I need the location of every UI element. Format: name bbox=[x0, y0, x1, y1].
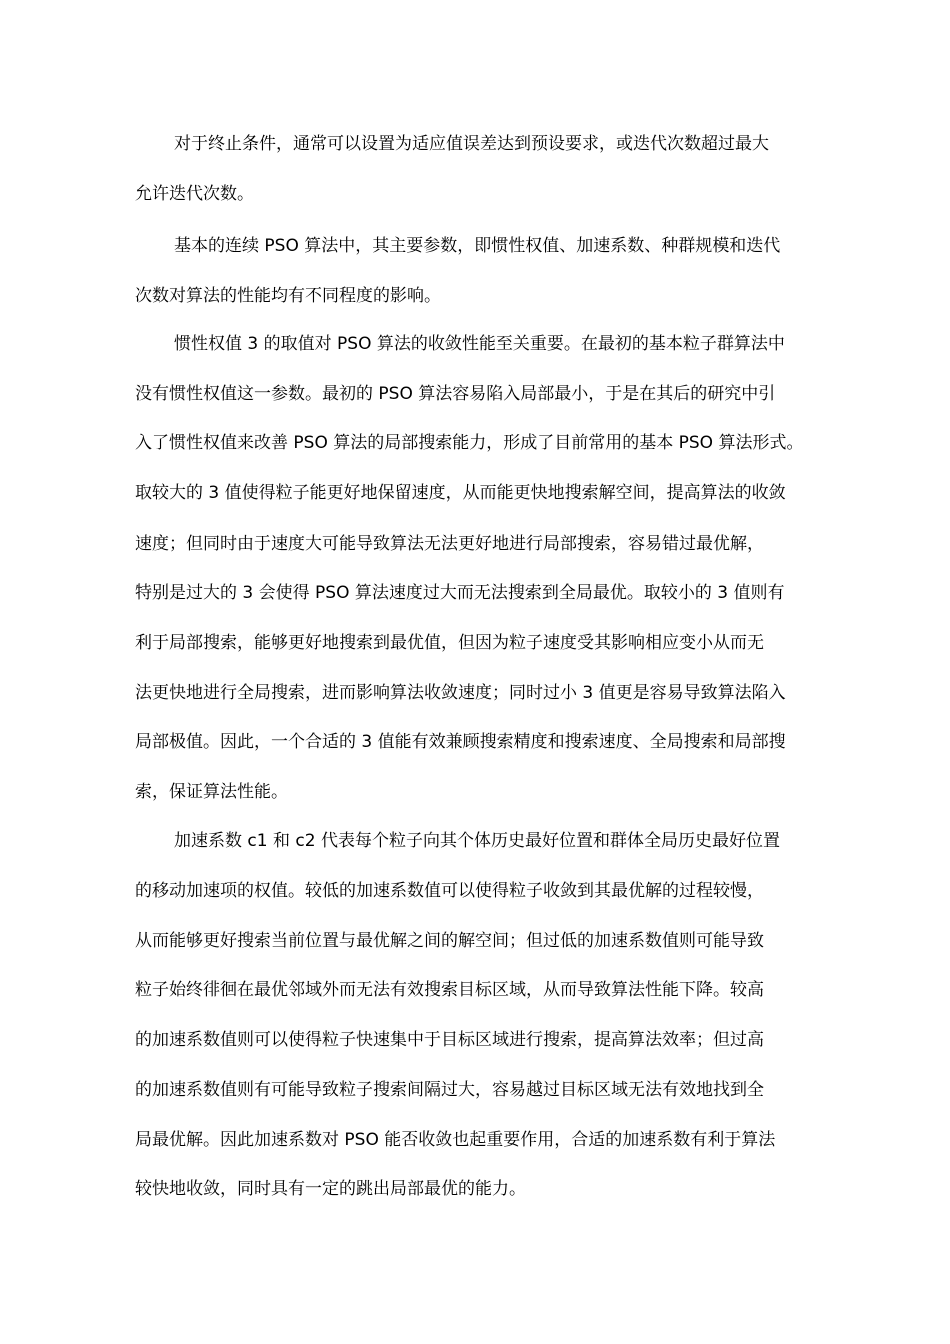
paragraph-1-line-1: 对于终止条件，通常可以设置为适应值误差达到预设要求，或迭代次数超过最大 bbox=[174, 134, 769, 154]
paragraph-4-line-3: 从而能够更好搜索当前位置与最优解之间的解空间；但过低的加速系数值则可能导致 bbox=[135, 931, 764, 951]
paragraph-4-line-7: 局最优解。因此加速系数对 PSO 能否收敛也起重要作用，合适的加速系数有利于算法 bbox=[135, 1130, 776, 1150]
paragraph-4-line-4: 粒子始终徘徊在最优邻域外而无法有效搜索目标区域，从而导致算法性能下降。较高 bbox=[135, 980, 764, 1000]
paragraph-3-line-2: 没有惯性权值这一参数。最初的 PSO 算法容易陷入局部最小，于是在其后的研究中引 bbox=[135, 384, 776, 404]
paragraph-3-line-9: 局部极值。因此，一个合适的 3 值能有效兼顾搜索精度和搜索速度、全局搜索和局部搜 bbox=[135, 732, 786, 752]
paragraph-3-line-8: 法更快地进行全局搜索，进而影响算法收敛速度；同时过小 3 值更是容易导致算法陷入 bbox=[135, 683, 786, 703]
paragraph-3-line-1: 惯性权值 3 的取值对 PSO 算法的收敛性能至关重要。在最初的基本粒子群算法中 bbox=[174, 334, 785, 354]
paragraph-2-line-2: 次数对算法的性能均有不同程度的影响。 bbox=[135, 286, 441, 306]
paragraph-3-line-6: 特别是过大的 3 会使得 PSO 算法速度过大而无法搜索到全局最优。取较小的 3 值则有 bbox=[135, 583, 785, 603]
paragraph-3-line-3: 入了惯性权值来改善 PSO 算法的局部搜索能力，形成了目前常用的基本 PSO 算法形式。 bbox=[135, 433, 804, 453]
paragraph-4-line-2: 的移动加速项的权值。较低的加速系数值可以使得粒子收敛到其最优解的过程较慢， bbox=[135, 881, 764, 901]
paragraph-4-line-1: 加速系数 c1 和 c2 代表每个粒子向其个体历史最好位置和群体全局历史最好位置 bbox=[174, 831, 780, 851]
paragraph-3-line-5: 速度；但同时由于速度大可能导致算法无法更好地进行局部搜索，容易错过最优解， bbox=[135, 534, 764, 554]
paragraph-2-line-1: 基本的连续 PSO 算法中，其主要参数，即惯性权值、加速系数、种群规模和迭代 bbox=[174, 236, 781, 256]
paragraph-3-line-4: 取较大的 3 值使得粒子能更好地保留速度，从而能更快地搜索解空间，提高算法的收敛 bbox=[135, 483, 786, 503]
paragraph-4-line-6: 的加速系数值则有可能导致粒子搜索间隔过大，容易越过目标区域无法有效地找到全 bbox=[135, 1080, 764, 1100]
paragraph-4-line-5: 的加速系数值则可以使得粒子快速集中于目标区域进行搜索，提高算法效率；但过高 bbox=[135, 1030, 764, 1050]
paragraph-1-line-2: 允许迭代次数。 bbox=[135, 184, 254, 204]
paragraph-3-line-7: 利于局部搜索，能够更好地搜索到最优值，但因为粒子速度受其影响相应变小从而无 bbox=[135, 633, 764, 653]
paragraph-4-line-8: 较快地收敛，同时具有一定的跳出局部最优的能力。 bbox=[135, 1179, 526, 1199]
paragraph-3-line-10: 索，保证算法性能。 bbox=[135, 782, 288, 802]
